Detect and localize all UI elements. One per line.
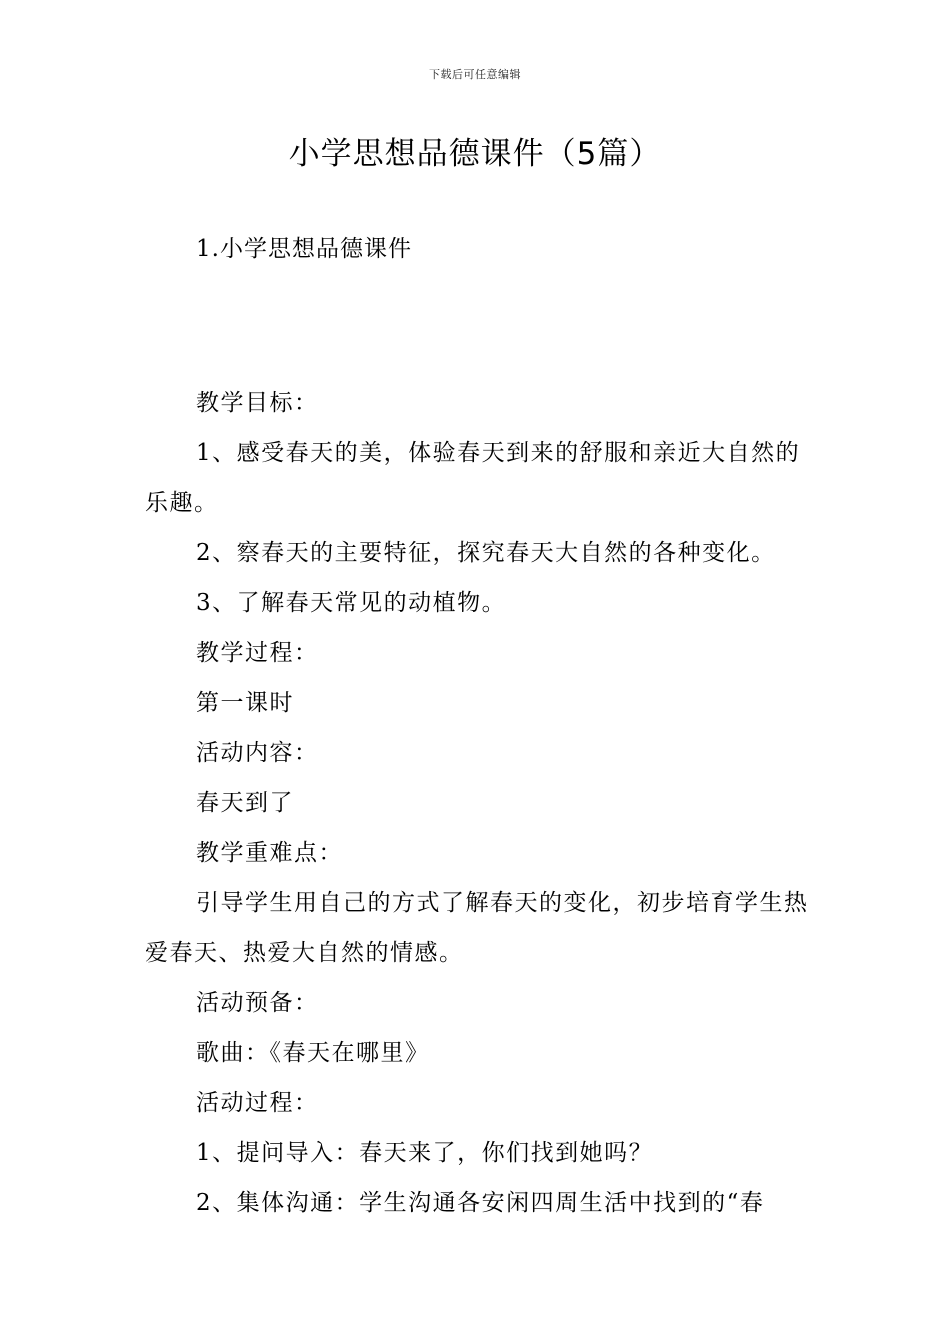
document-body [145, 378, 810, 1228]
paragraph-activity-content: 春天到了 [196, 790, 294, 816]
paragraph-step-1: 1、提问导入：春天来了，你们找到她吗？ [196, 1140, 654, 1166]
paragraph-first-lesson: 第一课时 [196, 690, 294, 716]
section-heading: 1.小学思想品德课件 [196, 236, 412, 262]
paragraph-key-points: 引导学生用自己的方式了解春天的变化，初步培育学生热爱春天、热爱大自然的情感。 [145, 890, 809, 966]
paragraph-process-heading: 教学过程： [196, 640, 319, 666]
paragraph-song: 歌曲：《春天在哪里》 [196, 1040, 430, 1066]
paragraph-objective-3: 3、了解春天常见的动植物。 [196, 590, 507, 616]
paragraph-key-points-heading: 教学重难点： [196, 840, 343, 866]
paragraph-step-2: 2、集体沟通：学生沟通各安闲四周生活中找到的“春 [196, 1190, 765, 1216]
paragraph-objective-1: 1、感受春天的美，体验春天到来的舒服和亲近大自然的乐趣。 [145, 440, 801, 516]
paragraph-preparation-heading: 活动预备： [196, 990, 319, 1016]
paragraph-activity-content-heading: 活动内容： [196, 740, 319, 766]
document-title: 小学思想品德课件（5篇） [288, 136, 662, 172]
paragraph-activity-process-heading: 活动过程： [196, 1090, 319, 1116]
header-note: 下载后可任意编辑 [429, 68, 521, 81]
paragraph-objectives-heading: 教学目标： [196, 390, 319, 416]
paragraph-objective-2: 2、察春天的主要特征，探究春天大自然的各种变化。 [196, 540, 776, 566]
